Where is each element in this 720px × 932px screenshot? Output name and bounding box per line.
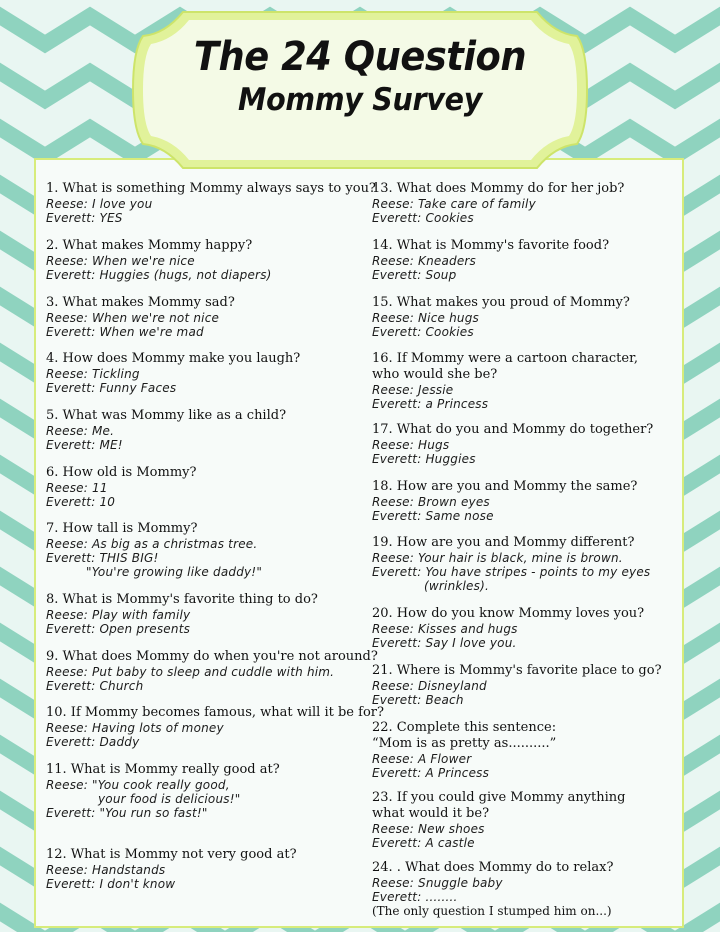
question-text: 18. How are you and Mommy the same?: [372, 479, 638, 494]
answer-reese: Reese: 11: [46, 481, 108, 495]
question-text: 3. What makes Mommy sad?: [46, 295, 235, 310]
question-text: 22. Complete this sentence:: [372, 720, 557, 735]
answer-everett: Everett: Cookies: [372, 325, 474, 339]
answer-reese: Reese: Jessie: [372, 383, 454, 397]
answer-reese: Reese: When we're nice: [46, 254, 195, 268]
answer-everett-continued: "You're growing like daddy!": [86, 565, 263, 579]
question-24: [372, 860, 702, 919]
answer-reese: Reese: Hugs: [372, 438, 450, 452]
answer-reese: Reese: Snuggle baby: [372, 876, 503, 890]
answer-reese: Reese: "You cook really good,: [46, 778, 230, 792]
answer-reese: Reese: Play with family: [46, 608, 191, 622]
answer-everett: Everett: Say I love you.: [372, 636, 517, 650]
answer-everett: Everett: Huggies (hugs, not diapers): [46, 268, 272, 282]
question-text: 24. . What does Mommy do to relax?: [372, 860, 614, 875]
question-text: 7. How tall is Mommy?: [46, 521, 198, 536]
question-6: [46, 465, 376, 509]
answer-everett: Everett: Open presents: [46, 622, 191, 636]
question-text: 13. What does Mommy do for her job?: [372, 181, 625, 196]
question-16: [372, 351, 702, 411]
answer-reese: Reese: Put baby to sleep and cuddle with him.: [46, 665, 335, 679]
answer-everett: Everett: A Princess: [372, 766, 490, 780]
question-1: [46, 181, 376, 225]
answer-everett: Everett: When we're mad: [46, 325, 204, 339]
question-text: 16. If Mommy were a cartoon character,: [372, 351, 639, 366]
answer-everett: Everett: THIS BIG!: [46, 551, 159, 565]
question-text: 20. How do you know Mommy loves you?: [372, 606, 645, 621]
question-text: 4. How does Mommy make you laugh?: [46, 351, 301, 366]
question-text: 8. What is Mommy's favorite thing to do?: [46, 592, 318, 607]
answer-everett-continued: (wrinkles).: [424, 579, 489, 593]
answer-reese: Reese: Handstands: [46, 863, 166, 877]
question-18: [372, 479, 702, 523]
question-text: 11. What is Mommy really good at?: [46, 762, 280, 777]
answer-everett: Everett: Cookies: [372, 211, 474, 225]
answer-everett: Everett: Funny Faces: [46, 381, 177, 395]
question-5: [46, 408, 376, 452]
question-text: 19. How are you and Mommy different?: [372, 535, 635, 550]
question-text: 17. What do you and Mommy do together?: [372, 422, 654, 437]
answer-reese: Reese: I love you: [46, 197, 153, 211]
question-17: [372, 422, 702, 466]
answer-reese: Reese: Brown eyes: [372, 495, 490, 509]
question-text: 9. What does Mommy do when you're not around?: [46, 649, 378, 664]
answer-everett: Everett: Huggies: [372, 452, 476, 466]
question-text: 1. What is something Mommy always says to you?: [46, 181, 376, 196]
question-23: [372, 790, 702, 850]
answer-everett: Everett: Soup: [372, 268, 457, 282]
answer-reese: Reese: A Flower: [372, 752, 472, 766]
answer-reese: Reese: Take care of family: [372, 197, 536, 211]
answer-everett: Everett: I don't know: [46, 877, 176, 891]
question-text: 21. Where is Mommy's favorite place to go?: [372, 663, 662, 678]
title-line-1: The 24 Question: [193, 34, 527, 80]
question-22: [372, 720, 702, 780]
answer-everett: Everett: Church: [46, 679, 144, 693]
question-9: [46, 649, 376, 693]
answer-reese: Reese: Me.: [46, 424, 115, 438]
question-14: [372, 238, 702, 282]
answer-reese: Reese: Kisses and hugs: [372, 622, 518, 636]
question-2: [46, 238, 376, 282]
answer-everett: Everett: a Princess: [372, 397, 489, 411]
answer-reese: Reese: New shoes: [372, 822, 485, 836]
question-text: 6. How old is Mommy?: [46, 465, 197, 480]
question-text: 15. What makes you proud of Mommy?: [372, 295, 630, 310]
answer-everett: Everett: You have stripes - points to my eyes: [372, 565, 651, 579]
question-12: [46, 847, 376, 891]
question-4: [46, 351, 376, 395]
answer-reese-continued: your food is delicious!": [98, 792, 241, 806]
answer-everett: Everett: Daddy: [46, 735, 140, 749]
answer-everett: Everett: ME!: [46, 438, 123, 452]
answer-reese: Reese: Having lots of money: [46, 721, 224, 735]
answer-everett: Everett: Beach: [372, 693, 464, 707]
stumped-note: (The only question I stumped him on...): [372, 904, 612, 918]
question-text: 5. What was Mommy like as a child?: [46, 408, 287, 423]
question-10: [46, 705, 384, 749]
question-7: [46, 521, 376, 579]
question-13: [372, 181, 702, 225]
question-15: [372, 295, 702, 339]
answer-everett: Everett: "You run so fast!": [46, 806, 208, 820]
question-text: 12. What is Mommy not very good at?: [46, 847, 297, 862]
question-11: [46, 762, 376, 820]
answer-reese: Reese: As big as a christmas tree.: [46, 537, 258, 551]
answer-reese: Reese: Nice hugs: [372, 311, 479, 325]
answer-reese: Reese: Kneaders: [372, 254, 476, 268]
question-text-continued: “Mom is as pretty as..........”: [372, 736, 557, 751]
question-19: [372, 535, 702, 593]
question-8: [46, 592, 376, 636]
question-text: 14. What is Mommy's favorite food?: [372, 238, 610, 253]
answer-everett: Everett: ........: [372, 890, 458, 904]
answer-everett: Everett: 10: [46, 495, 116, 509]
question-text: 23. If you could give Mommy anything: [372, 790, 626, 805]
question-20: [372, 606, 702, 650]
answer-reese: Reese: Disneyland: [372, 679, 487, 693]
question-text-continued: who would she be?: [372, 367, 498, 382]
question-3: [46, 295, 376, 339]
answer-reese: Reese: Your hair is black, mine is brown.: [372, 551, 623, 565]
answer-everett: Everett: Same nose: [372, 509, 494, 523]
question-21: [372, 663, 702, 707]
question-text-continued: what would it be?: [372, 806, 490, 821]
answer-everett: Everett: A castle: [372, 836, 475, 850]
question-text: 2. What makes Mommy happy?: [46, 238, 253, 253]
answer-everett: Everett: YES: [46, 211, 123, 225]
answer-reese: Reese: When we're not nice: [46, 311, 220, 325]
answer-reese: Reese: Tickling: [46, 367, 140, 381]
question-text: 10. If Mommy becomes famous, what will it be for?: [46, 705, 384, 720]
title-line-2: Mommy Survey: [237, 82, 483, 118]
title-plaque: [125, 6, 595, 174]
